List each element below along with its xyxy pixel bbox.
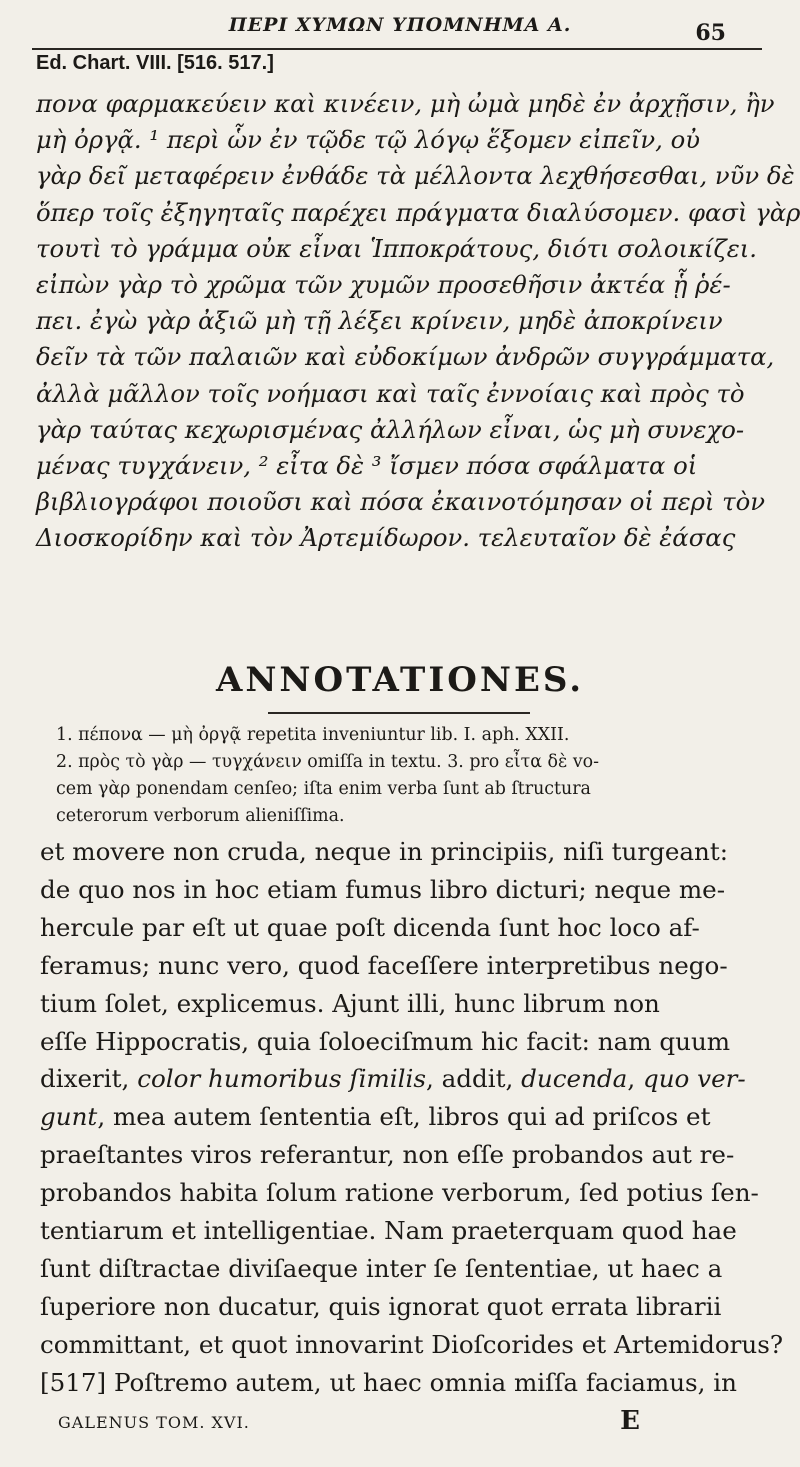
text-line [40, 1136, 762, 1174]
page-number: 65 [695, 20, 726, 46]
text-segment: hercule par eſt ut quae poſt dicenda ſunt hoc loco af- [40, 912, 700, 942]
text-segment: feramus; nunc vero, quod faceſſere interpretibus nego- [40, 950, 728, 980]
text-line: ceterorum verborum alieniſſima. [56, 806, 345, 826]
annotations-rule [268, 712, 530, 714]
gathering-mark: E [620, 1406, 640, 1436]
text-segment: de quo nos in hoc etiam fumus libro dicturi; neque me- [40, 874, 726, 904]
text-line [40, 985, 762, 1023]
text-segment: et movere non cruda, neque in principiis, niſi turgeant: [40, 837, 729, 866]
latin-text-block [40, 833, 784, 1402]
running-head: ΠΕΡΙ ΧΥΜΩΝ ΥΠΟΜΝΗΜΑ Α. [228, 14, 572, 36]
text-line: ὅπερ τοῖς ἐξηγηταῖς παρέχει πράγματα διαλύσομεν. φασὶ γὰρ [36, 197, 800, 227]
text-line: γὰρ δεῖ μεταφέρειν ἐνθάδε τὰ μέλλοντα λεχθήσεσθαι, νῦν δὲ [36, 161, 795, 191]
text-line: ἀλλὰ μᾶλλον τοῖς νοήμασι καὶ ταῖς ἐννοίαις καὶ πρὸς τὸ [36, 378, 745, 408]
text-line: δεῖν τὰ τῶν παλαιῶν καὶ εὐδοκίμων ἀνδρῶν συγγράμματα, [36, 342, 775, 372]
text-segment: ſunt diſtractae diviſaeque inter ſe ſententiae, ut haec a [40, 1253, 723, 1283]
text-line: μένας τυγχάνειν, ² εἶτα δὲ ³ ἴσμεν πόσα σφάλματα οἱ [36, 451, 698, 481]
text-segment: tentiarum et intelligentiae. Nam praeterquam quod hae [40, 1216, 737, 1246]
text-segment: , addit, [425, 1064, 522, 1094]
edition-reference: Ed. Chart. VIII. [516. 517.] [36, 52, 274, 74]
text-segment: praeſtantes viros referantur, non eſſe probandos aut re- [40, 1140, 735, 1170]
header-rule [32, 48, 762, 50]
text-line [40, 1023, 762, 1061]
italic-phrase: color humoribus ſimilis [137, 1064, 426, 1094]
text-line: τουτὶ τὸ γράμμα οὐκ εἶναι Ἱπποκράτους, διότι σολοικίζει. [36, 233, 757, 263]
text-segment: tium ſolet, explicemus. Ajunt illi, hunc librum non [40, 988, 660, 1018]
text-line: πονα φαρμακεύειν καὶ κινέειν, μὴ ὠμὰ μηδὲ ἐν ἀρχῇσιν, ἢν [36, 89, 775, 118]
text-line [40, 947, 762, 985]
text-line [40, 1364, 762, 1402]
text-line: 1. πέπονα — μὴ ὀργᾷ repetita inveniuntur lib. I. aph. XXII. [56, 725, 570, 745]
italic-phrase: quo ver- [642, 1064, 746, 1094]
italic-phrase: gunt [40, 1102, 98, 1132]
text-segment: committant, et quot innovarint Dioſcorides et Artemidorus? [40, 1329, 784, 1359]
text-line [40, 1212, 762, 1250]
text-line [40, 1326, 784, 1364]
text-line [40, 871, 762, 909]
italic-phrase: ducenda [521, 1064, 628, 1094]
text-line: μὴ ὀργᾷ. ¹ περὶ ὧν ἐν τῷδε τῷ λόγῳ ἕξομεν εἰπεῖν, οὐ [36, 125, 700, 155]
text-line: πει. ἐγὼ γὰρ ἀξιῶ μὴ τῇ λέξει κρίνειν, μηδὲ ἀποκρίνειν [36, 306, 723, 336]
text-line [40, 909, 762, 947]
greek-text-block [36, 86, 800, 557]
text-segment: probandos habita ſolum ratione verborum, ſed potius ſen- [40, 1178, 759, 1208]
text-segment: , mea autem ſententia eſt, libros qui ad priſcos et [97, 1102, 711, 1132]
text-line [40, 833, 762, 871]
text-line: γὰρ ταύτας κεχωρισμένας ἀλλήλων εἶναι, ὡς μὴ συνεχο- [36, 414, 745, 444]
text-line [40, 1250, 762, 1288]
text-line [40, 1060, 762, 1098]
annotations-heading: ANNOTATIONES. [215, 660, 585, 700]
text-segment: , [627, 1064, 643, 1094]
text-line: 2. πρὸς τὸ γὰρ — τυγχάνειν omiſſa in textu. 3. pro εἶτα δὲ vo- [56, 752, 600, 772]
text-line [40, 1174, 762, 1212]
text-line: Διοσκορίδην καὶ τὸν Ἀρτεμίδωρον. τελευταῖον δὲ ἐάσας [36, 523, 736, 553]
text-segment: ſuperiore non ducatur, quis ignorat quot errata librarii [40, 1291, 722, 1321]
text-line: cem γὰρ ponendam cenſeo; iſta enim verba ſunt ab ſtructura [56, 779, 591, 799]
text-line: βιβλιογράφοι ποιοῦσι καὶ πόσα ἐκαινοτόμησαν οἱ περὶ τὸν [36, 487, 766, 517]
text-line: εἰπὼν γὰρ τὸ χρῶμα τῶν χυμῶν προσεθῆσιν ἀκτέα ᾗ ῥέ- [36, 270, 731, 300]
text-segment: [517] Poſtremo autem, ut haec omnia miſſa faciamus, in [40, 1367, 738, 1397]
footer-signature: GALENUS TOM. XVI. [58, 1413, 250, 1432]
annotations-notes [56, 722, 762, 830]
text-line [40, 1098, 762, 1136]
text-line [40, 1288, 762, 1326]
text-segment: dixerit, [40, 1064, 138, 1094]
text-segment: eſſe Hippocratis, quia ſoloeciſmum hic facit: nam quum [40, 1026, 731, 1056]
